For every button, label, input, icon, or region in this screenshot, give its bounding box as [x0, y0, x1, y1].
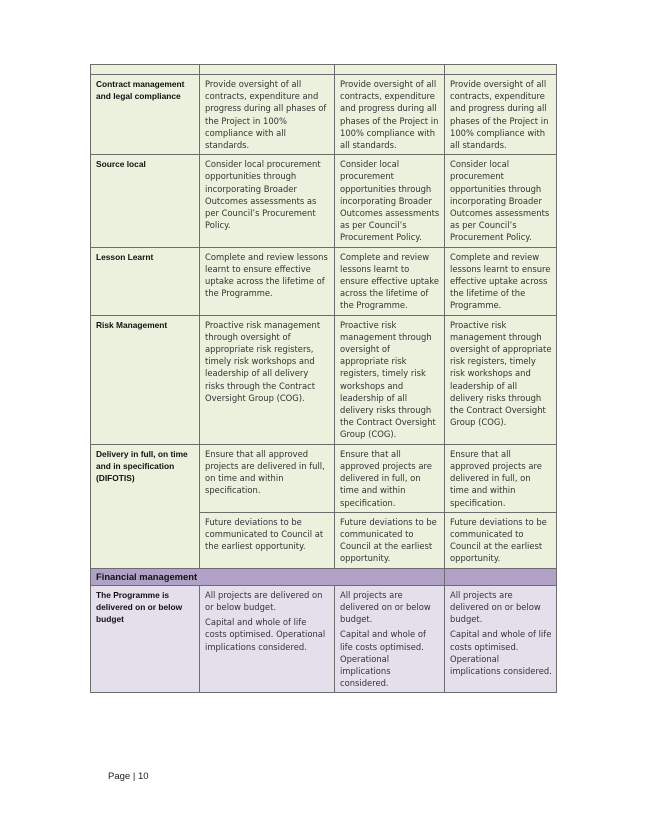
table-cell: Consider local procurement opportunities through incorporating Broader Outcomes assessments as per Council’s Procurement Policy. [200, 155, 335, 247]
table-row [91, 585, 557, 693]
table-cell: Ensure that all approved projects are delivered in full, on time and within specification. [200, 444, 335, 512]
table-cell: Future deviations to be communicated to Council at the earliest opportunity. [335, 512, 445, 568]
table-cell: Complete and review lessons learnt to ensure effective uptake across the lifetime of the Programme. [445, 247, 557, 315]
cell-paragraph: All projects are delivered on or below budget. [340, 589, 431, 625]
table-row [91, 155, 557, 247]
table-row [91, 247, 557, 315]
row-label: Lesson Learnt [91, 247, 200, 315]
table-cell [335, 65, 445, 75]
table-cell [445, 568, 557, 585]
table-cell: Provide oversight of all contracts, expenditure and progress during all phases of the Project in 100% compliance with all standards. [335, 75, 445, 155]
table-cell [200, 65, 335, 75]
table-cell: Consider local procurement opportunities through incorporating Broader Outcomes assessments as per Council’s Procurement Policy. [445, 155, 557, 247]
table-cell: Future deviations to be communicated to Council at the earliest opportunity. [200, 512, 335, 568]
table-cell [200, 585, 335, 693]
row-label: Contract management and legal compliance [91, 75, 200, 155]
table-cell [91, 65, 200, 75]
table-cell: Complete and review lessons learnt to ensure effective uptake across the lifetime of the Programme. [200, 247, 335, 315]
row-label: Source local [91, 155, 200, 247]
table-cell [445, 65, 557, 75]
page-number: 10 [137, 771, 149, 782]
section-heading: Financial management [91, 568, 445, 585]
table-cell: Provide oversight of all contracts, expenditure and progress during all phases of the Project in 100% compliance with all standards. [200, 75, 335, 155]
page-label: Page [108, 771, 131, 782]
kpi-table [90, 64, 557, 693]
table-cell: Proactive risk management through oversight of appropriate risk registers, timely risk workshops and leadership of all delivery risks through the Contract Oversight Group (COG). [335, 315, 445, 444]
section-heading-row [91, 568, 557, 585]
table-cell [445, 585, 557, 693]
table-row [91, 75, 557, 155]
page-separator: | [132, 771, 136, 782]
table-cell: Ensure that all approved projects are delivered in full, on time and within specification. [335, 444, 445, 512]
table-cell: Provide oversight of all contracts, expenditure and progress during all phases of the Project in 100% compliance with all standards. [445, 75, 557, 155]
table-cell: Proactive risk management through oversight of appropriate risk registers, timely risk workshops and leadership of all delivery risks through the Contract Oversight Group (COG). [445, 315, 557, 444]
table-cell: Ensure that all approved projects are delivered in full, on time and within specification. [445, 444, 557, 512]
table-cell: Proactive risk management through oversight of appropriate risk registers, timely risk workshops and leadership of all delivery risks through the Contract Oversight Group (COG). [200, 315, 335, 444]
table-header-row [91, 65, 557, 75]
table-cell: Complete and review lessons learnt to ensure effective uptake across the lifetime of the Programme. [335, 247, 445, 315]
page-footer [108, 771, 149, 782]
cell-paragraph: All projects are delivered on or below budget. [205, 589, 323, 612]
table-row [91, 315, 557, 444]
table-row [91, 444, 557, 512]
cell-paragraph: All projects are delivered on or below budget. [450, 589, 541, 625]
row-label: The Programme is delivered on or below budget [91, 585, 200, 693]
row-label: Risk Management [91, 315, 200, 444]
table-cell [335, 585, 445, 693]
cell-paragraph: Capital and whole of life costs optimised. Operational implications considered. [450, 629, 552, 676]
table-cell: Consider local procurement opportunities through incorporating Broader Outcomes assessments as per Council’s Procurement Policy. [335, 155, 445, 247]
cell-paragraph: Capital and whole of life costs optimised. Operational implications considered. [205, 617, 326, 652]
table-cell: Future deviations to be communicated to Council at the earliest opportunity. [445, 512, 557, 568]
cell-paragraph: Capital and whole of life costs optimised. Operational implications considered. [340, 629, 426, 689]
row-label: Delivery in full, on time and in specification (DIFOTIS) [91, 444, 200, 568]
